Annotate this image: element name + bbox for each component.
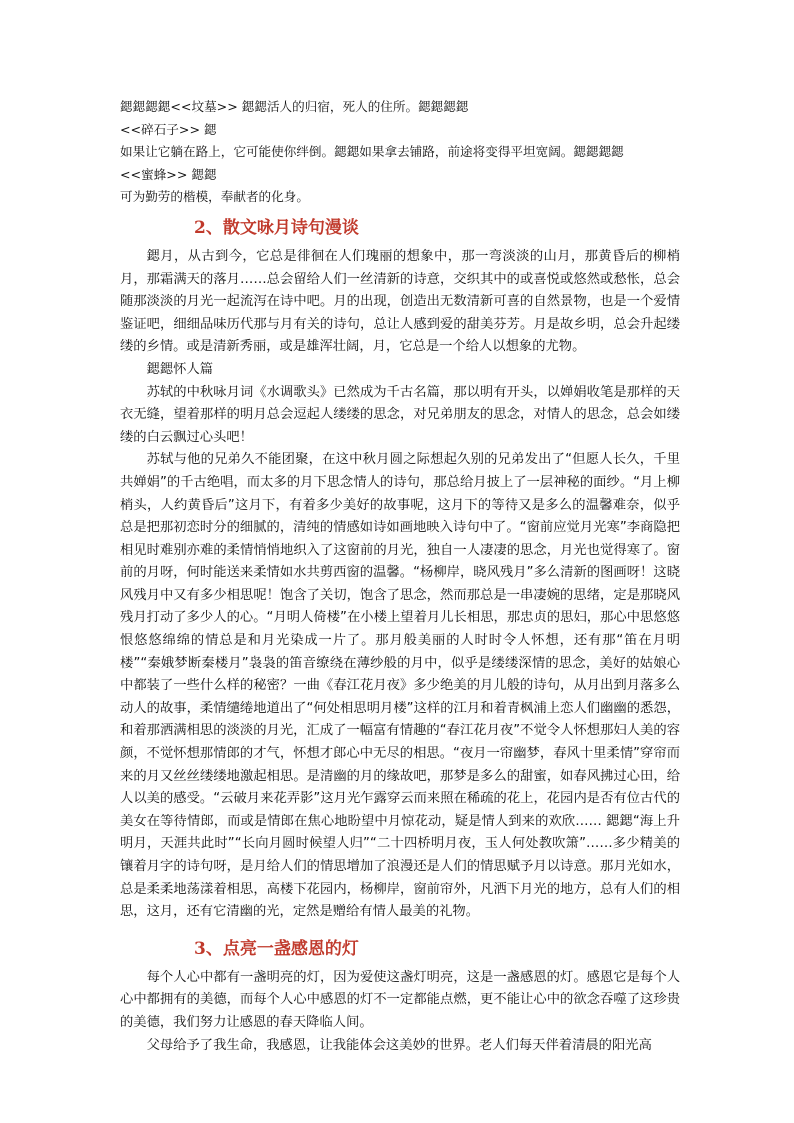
section-2-heading: 2、散文咏月诗句漫谈	[194, 217, 359, 238]
paragraph: 苏轼与他的兄弟久不能团聚，在这中秋月圆之际想起久别的兄弟发出了“但愿人长久，千里共婵娟”的千古绝唱，而太多的月下思念情人的诗句，那总给月披上了一层神秘的面纱。“月上柳梢头，人约黄昏后”这月下，有着多少美好的故事呢，这月下的等待又是多么的温馨难奈，似乎总是把那初恋时分的细腻的，清纯的情感如诗如画地映入诗句中了。“窗前应觉月光寒”李商隐把相见时难别亦难的柔情悄悄地织入了这窗前的月光，独自一人凄凄的思念，月光也觉得寒了。窗前的月呀，何时能送来柔情如水共剪西窗的温馨。“杨柳岸，晓风残月”多么清新的图画呀！这晓风残月中又有多少相思呢！饱含了关切，饱含了思念，然而那总是一串凄婉的思绪，定是那晓风残月打动了多少人的心。“月明人倚楼”在小楼上望着月儿长相思，那忠贞的思妇，那心中思悠悠恨悠悠绵绵的情总是和月光染成一片了。那月般美丽的人时时令人怀想，还有那“笛在月明楼”“秦娥梦断秦楼月”袅袅的笛音缭绕在薄纱般的月中，似乎是缕缕深情的思念，美好的姑娘心中都装了一些什么样的秘密？一曲《春江花月夜》多少绝美的月儿般的诗句，从月出到月落多么动人的故事，柔情缱绻地道出了“何处相思明月楼”这样的江月和着青枫浦上恋人们幽幽的悉怨，和着那洒满相思的淡淡的月光，汇成了一幅富有情趣的“春江花月夜”不觉令人怀想那妇人美的容颜，不觉怀想那情郎的才气，怀想才郎心中无尽的相思。“夜月一帘幽梦，春风十里柔情”穿帘而来的月又丝丝缕缕地激起相思。是清幽的月的缘故吧，那梦是多么的甜蜜，如春风拂过心田，给人以美的感受。“云破月来花弄影”这月光乍露穿云而来照在稀疏的花上，花园内是否有位古代的美女在等待情郎，而或是情郎在焦心地盼望中月惊花动，疑是情人到来的欢欣…… 鍶鍶“海上升明月，天涯共此时”“长向月圆时候望人归”“二十四桥明月夜，玉人何处教吹箫”……多少精美的镶着月字的诗句呀，是月给人们的情思增加了浪漫还是人们的情思赋予月以诗意。那月光如水，总是柔柔地荡漾着相思，高楼下花园内，杨柳岸，窗前帘外，凡洒下月光的地方，总有人们的相思，这月，还有它清幽的光，定然是赠给有情人最美的礼物。	[120, 452, 680, 920]
paragraph: 父母给予了我生命，我感恩，让我能体会这美妙的世界。老人们每天伴着清晨的阳光高	[146, 1037, 652, 1053]
paragraph: 每个人心中都有一盏明亮的灯，因为爱使这盏灯明亮，这是一盏感恩的灯。感恩它是每个人心中都拥有的美德，而每个人心中感恩的灯不一定都能点燃，更不能让心中的欲念吞噬了这珍贵的美德，我们努力让感恩的春天降临人间。	[120, 969, 680, 1030]
intro-line: <<蜜蜂>> 鍶鍶	[120, 166, 217, 182]
subheading: 鍶鍶怀人篇	[146, 361, 214, 377]
paragraph: 鍶月，从古到今，它总是徘徊在人们瑰丽的想象中，那一弯淡淡的山月，那黄昏后的柳梢月，那霜满天的落月……总会留给人们一丝清新的诗意，交织其中的或喜悦或悠然或愁怅，总会随那淡淡的月光一起流泻在诗中吧。月的出现，创造出无数清新可喜的自然景物，也是一个爱情鉴证吧，细细品味历代那与月有关的诗句，总让人感到爱的甜美芬芳。月是故乡明，总会升起缕缕的乡情。或是清新秀丽，或是雄浑壮阔，月，它总是一个给人以想象的尤物。	[120, 248, 680, 355]
intro-line: 鍶鍶鍶鍶<<坟墓>> 鍶鍶活人的归宿，死人的住所。鍶鍶鍶鍶	[120, 99, 469, 114]
document-page	[120, 96, 680, 1057]
paragraph: 苏轼的中秋咏月词《水调歌头》已然成为千古名篇，那以明有开头，以婵娟收笔是那样的天衣无缝，望着那样的明月总会逗起人缕缕的思念，对兄弟朋友的思念，对情人的思念，总会如缕缕的白云飘过心头吧！	[120, 384, 680, 445]
intro-line: 如果让它躺在路上，它可能使你绊倒。鍶鍶如果拿去铺路，前途将变得平坦宽阔。鍶鍶鍶鍶	[120, 144, 624, 160]
intro-line: <<碎石子>> 鍶	[120, 121, 217, 137]
intro-line: 可为勤劳的楷模，奉献者的化身。	[120, 189, 309, 205]
section-3-heading: 3、点亮一盏感恩的灯	[194, 938, 359, 959]
